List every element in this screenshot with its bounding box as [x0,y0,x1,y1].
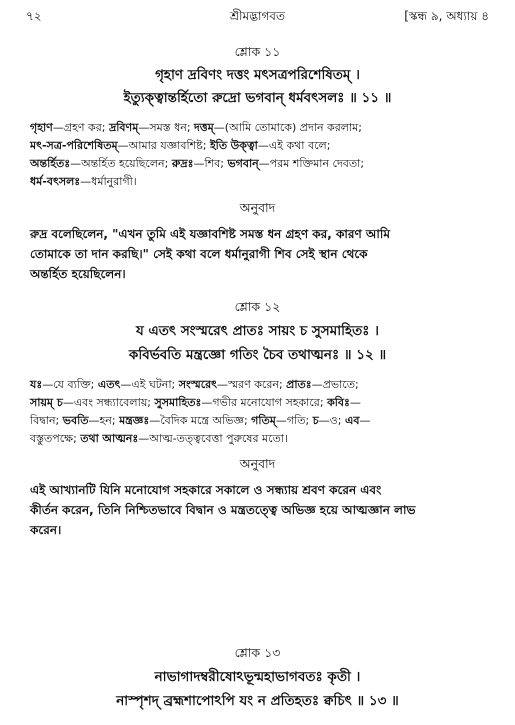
verse-12-line-2: কবির্ভবতি মন্ত্রজ্ঞো গতিং চৈব তথাত্মনঃ ॥ ১২ ॥ [128,347,387,363]
synonym-gloss: —(আমি তোমাকে) প্রদান করলাম; [213,121,362,134]
synonym-term: ভবতি [62,414,89,427]
synonym-line [30,173,490,191]
verse-11-line-1: গৃহাণ দ্রবিণং দত্তং মৎসত্রপরিশেষিতম্ । [155,67,360,83]
verse-11-translation-heading: অনুবাদ [239,200,276,215]
synonym-term: দ্রবিণম্ [108,121,139,134]
translation-line: রুদ্র বলেছিলেন, "এখন তুমি এই যজ্ঞাবশিষ্ট সমস্ত ধন গ্রহণ কর, কারণ আমি [30,227,390,241]
synonym-line [30,430,490,448]
page-number: ৭২ [26,9,42,23]
translation-line: করেন। [30,523,62,537]
synonym-term: গতিম্ [251,414,276,427]
synonym-line [30,137,490,155]
verse-12-translation [30,480,490,540]
synonym-gloss: —এবং সন্ধ্যাবেলায়; [62,396,155,409]
synonym-term: মন্ত্রজ্ঞঃ [119,414,150,427]
synonym-line [30,376,490,394]
synonym-gloss: —এই ঘটনা; [120,378,179,391]
synonym-line [30,394,490,412]
synonym-term: ভগবান্ [227,157,259,170]
verse-12-synonyms [30,376,490,448]
synonym-term: প্রাতঃ [286,378,312,391]
synonym-gloss: —আত্ম-তত্ত্ববেত্তা পুরুষের মতো। [138,432,288,445]
synonym-gloss: —গতি; [275,414,313,427]
synonym-term: তথা [80,432,99,445]
verse-11-translation [30,224,490,284]
synonym-gloss: —হন; [88,414,120,427]
synonym-line [30,412,490,430]
synonym-term: এব [344,414,360,427]
synonym-gloss: —যে ব্যক্তি; [42,378,98,391]
synonym-term: গৃহাণ [30,121,53,134]
synonym-term: সায়ম্ চ [30,396,63,409]
synonym-term: ইতি [209,139,228,152]
synonym-gloss: — [359,414,371,427]
synonym-term: এতৎ [97,378,121,391]
synonym-gloss: —স্মরণ করেন; [217,378,287,391]
synonym-term: আত্মনঃ [102,432,139,445]
synonym-gloss: —ও; [318,414,345,427]
synonym-term: মৎ-সত্র-পরিশেষিতম্ [30,139,118,152]
synonym-term: কবিঃ [327,396,350,409]
synonym-gloss: —আমার যজ্ঞাবশিষ্ট; [117,139,210,152]
synonym-term: দত্তম্ [194,121,214,134]
book-title: শ্রীমদ্ভাগবত [229,9,285,23]
verse-12-line-1: য এতৎ সংস্মরেৎ প্রাতঃ সায়ং চ সুসমাহিতঃ । [136,323,379,339]
synonym-term: রুদ্রঃ [171,157,194,170]
chapter-reference: [স্কন্ধ ৯, অধ্যায় ৪ [404,9,489,23]
synonym-gloss: —গ্রহণ কর; [52,121,109,134]
verse-12-translation-heading: অনুবাদ [239,456,276,471]
synonym-gloss: —বৈদিক মন্ত্রে অভিজ্ঞ; [149,414,252,427]
synonym-gloss: —শিব; [193,157,228,170]
synonym-gloss: —গভীর মনোযোগ সহকারে; [201,396,328,409]
verse-11-heading: শ্লোক ১১ [234,44,281,59]
verse-11-synonyms [30,119,490,191]
verse-11-line-2: ইত্যুক্ত্বান্তর্হিতো রুদ্রো ভগবান্ ধর্মবৎসলঃ ॥ ১১ ॥ [123,90,392,106]
synonym-term: সুসমাহিতঃ [154,396,202,409]
synonym-gloss: —প্রভাতে; [311,378,359,391]
translation-line: তোমাকে তা দান করছি।" সেই কথা বলে ধর্মানুরাগী শিব সেই স্থান থেকে [30,247,368,261]
synonym-term: চ [312,414,319,427]
synonym-gloss: —ধর্মানুরাগী। [80,175,137,188]
synonym-term: যঃ [30,378,43,391]
synonym-term: অন্তর্হিতঃ [30,157,71,170]
synonym-gloss: — [349,396,361,409]
synonym-line [30,119,490,137]
synonym-gloss: —অন্তর্হিত হয়েছিলেন; [70,157,172,170]
verse-13-line-2: নাস্পৃশদ্ ব্রহ্মশাপোঽপি যং ন প্রতিহতঃ ক্বচিৎ ॥ ১৩ ॥ [116,693,399,709]
translation-line: এই আখ্যানটি যিনি মনোযোগ সহকারে সকালে ও সন্ধ্যায় শ্রবণ করেন এবং [30,483,382,497]
synonym-gloss: বস্তুতপক্ষে; [30,432,81,445]
synonym-term: ধর্ম-বৎসলঃ [30,175,81,188]
synonym-term: সংস্মরেৎ [178,378,218,391]
translation-line: কীর্তন করেন, তিনি নিশ্চিতভাবে বিদ্বান ও মন্ত্রতত্ত্বে অভিজ্ঞ হয়ে আত্মজ্ঞান লাভ [30,503,416,517]
verse-12-heading: শ্লোক ১২ [234,299,281,314]
synonym-gloss: বিদ্বান; [30,414,63,427]
synonym-gloss: —সমস্ত ধন; [138,121,195,134]
synonym-term: উক্ত্বা [230,139,258,152]
synonym-gloss: —এই কথা বলে; [257,139,331,152]
synonym-line [30,155,490,173]
verse-13-line-1: নাভাগাদম্বরীষোঽভূন্মহাভাগবতঃ কৃতী । [154,669,361,685]
translation-line: অন্তর্হিত হয়েছিলেন। [30,267,126,281]
synonym-gloss: —পরম শক্তিমান দেবতা; [258,157,365,170]
verse-13-heading: শ্লোক ১৩ [234,645,281,660]
running-header [0,6,515,26]
